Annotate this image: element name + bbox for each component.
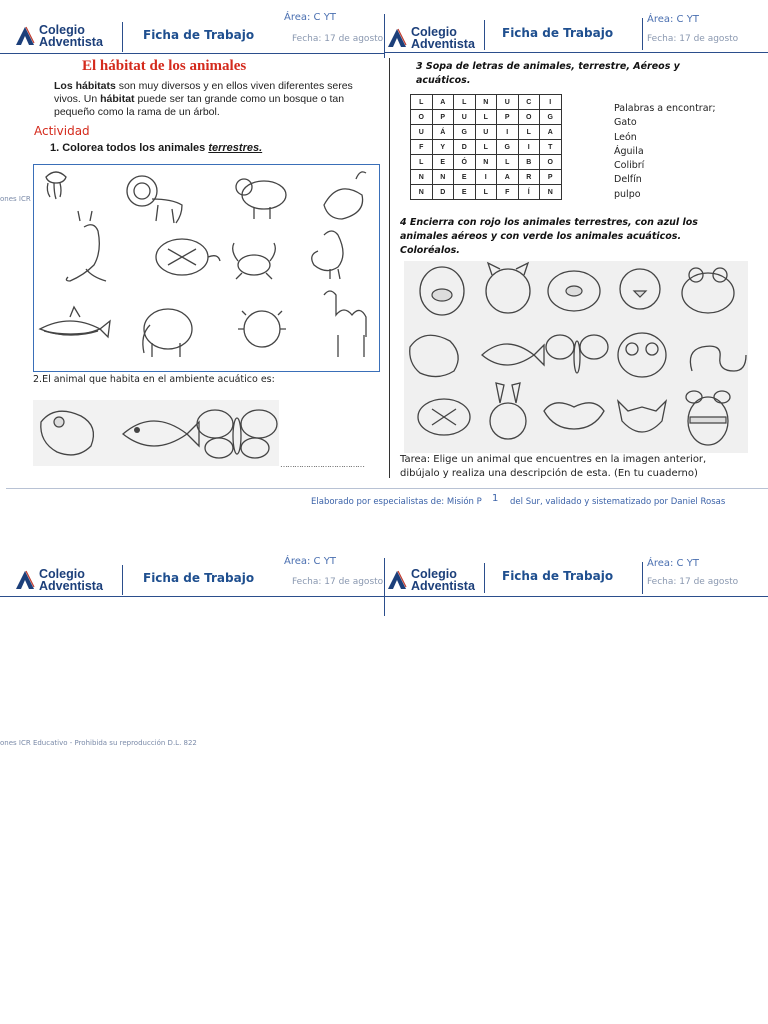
word-search-grid [410,94,562,200]
elephant-drawing [143,309,192,357]
word-search-cell: O [411,110,433,125]
word-search-cell: L [497,155,519,170]
logo-a-icon [386,27,408,49]
kangaroo-drawing [66,211,106,281]
word-item: pulpo [614,188,641,200]
word-search-cell: G [497,140,519,155]
page-column-divider [389,58,390,478]
word-item: Delfín [614,174,642,186]
header-divider [122,565,123,595]
word-list [614,102,716,202]
fecha-label: Fecha: 17 de agosto [647,577,739,587]
word-search-cell: B [518,155,540,170]
word-search-row [411,125,562,140]
word-search-cell: P [540,170,562,185]
school-logo: Colegio Adventista [386,568,475,592]
word-search-cell: T [540,140,562,155]
fecha-label: Fecha: 17 de agosto [647,34,739,44]
camel-drawing [324,291,366,357]
word-search-cell: N [540,185,562,200]
word-search-cell: L [411,95,433,110]
question-4: 4 Encierra con rojo los animales terrestres, con azul los animales aéreos y con verde los animales acuáticos. Coloréalos. [400,217,698,256]
header-center-divider [384,558,385,616]
word-search-cell: D [454,140,476,155]
word-search-cell: E [454,170,476,185]
footer-rule [6,488,768,489]
word-search-cell: L [454,95,476,110]
word-search-cell: N [411,185,433,200]
word-search-cell: L [475,110,497,125]
word-search-cell: U [497,95,519,110]
jellyfish-drawing [46,172,66,199]
header-divider [642,562,643,594]
word-search-cell: G [454,125,476,140]
area-label: Área: C YT [647,14,699,25]
cut-margin-text: ones ICR Educativo - Prohibida su reproducción D.L. 822 [0,739,197,747]
animals-classify-image [404,261,748,453]
header-divider [484,563,485,593]
logo-a-icon [386,569,408,591]
word-search-cell: A [497,170,519,185]
header-divider [122,22,123,52]
word-search-cell: Y [432,140,454,155]
school-logo: Colegio Adventista [386,26,475,50]
answer-blank: ……………………………… [280,460,364,469]
fecha-label: Fecha: 17 de agosto [292,577,384,587]
pufferfish-drawing [238,311,286,347]
word-search-cell: A [432,95,454,110]
word-search-cell: U [454,110,476,125]
word-search-cell: Í [518,185,540,200]
word-search-cell: I [518,140,540,155]
question-3: 3 Sopa de letras de animales, terrestre, Aéreos y acuáticos. [416,61,680,86]
page-title: El hábitat de los animales [82,58,247,74]
header-rule [384,52,768,53]
rooster-drawing [312,231,343,279]
question-1: 1. Colorea todos los animales terrestres. [50,142,263,154]
word-search-row [411,95,562,110]
ficha-title: Ficha de Trabajo [143,28,255,42]
area-label: Área: C YT [284,556,336,567]
word-search-cell: E [454,185,476,200]
word-search-cell: R [518,170,540,185]
word-search-cell: F [497,185,519,200]
ficha-title: Ficha de Trabajo [143,571,255,585]
whale-drawing [324,172,366,219]
word-search-cell: L [411,155,433,170]
area-label: Área: C YT [284,12,336,23]
word-search-cell: I [497,125,519,140]
word-search-cell: N [475,155,497,170]
turtle-drawing [156,239,220,275]
word-search-cell: U [411,125,433,140]
word-search-cell: A [540,125,562,140]
word-search-cell: P [432,110,454,125]
homework-text: Tarea: Elige un animal que encuentres en la imagen anterior, dibújalo y realiza una descripción de esta. (En tu cuaderno) [400,454,707,479]
word-search-cell: I [540,95,562,110]
intro-paragraph: Los hábitats son muy diversos y en ellos viven diferentes seres vivos. Un hábitat puede ser tan grande como un bosque o tan pequeño como la rama de un árbol. [54,80,353,118]
page-number: 1 [492,493,499,504]
word-search-cell: P [497,110,519,125]
word-search-cell: Ó [454,155,476,170]
word-search-cell: C [518,95,540,110]
word-search-cell: O [540,155,562,170]
word-search-cell: L [475,185,497,200]
word-search-cell: Á [432,125,454,140]
question-2: 2.El animal que habita en el ambiente acuático es: [33,374,275,385]
word-search-row [411,110,562,125]
area-label: Área: C YT [647,558,699,569]
word-item: Colibrí [614,160,645,172]
logo-a-icon [14,25,36,47]
word-search-cell: N [475,95,497,110]
word-search-cell: O [518,110,540,125]
sheep-drawing [236,179,286,219]
word-search-cell: G [540,110,562,125]
word-search-cell: D [432,185,454,200]
header-rule [0,53,384,54]
crab-drawing [233,243,276,279]
logo-a-icon [14,569,36,591]
word-search-cell: N [432,170,454,185]
word-search-cell: L [518,125,540,140]
animals-coloring-image [33,164,380,372]
word-item: Gato [614,117,637,129]
word-list-title: Palabras a encontrar; [614,103,716,114]
word-search-cell: I [475,170,497,185]
footer-credit-left: Elaborado por especialistas de: Misión P [311,497,482,507]
word-search-row [411,170,562,185]
word-search-cell: L [475,140,497,155]
footer-credit-right: del Sur, validado y sistematizado por Daniel Rosas [510,497,726,507]
word-search-row [411,155,562,170]
word-search-cell: F [411,140,433,155]
school-logo: Colegio Adventista [14,568,103,592]
fecha-label: Fecha: 17 de agosto [292,34,384,44]
word-search-row [411,140,562,155]
word-item: León [614,131,637,143]
shark-drawing [40,307,110,337]
header-divider [484,20,485,50]
word-item: Águila [614,145,644,157]
header-divider [642,18,643,50]
word-search-row [411,185,562,200]
header-rule [0,596,768,597]
word-search-cell: N [411,170,433,185]
aquatic-choice-image [33,400,279,466]
ficha-title: Ficha de Trabajo [502,26,614,40]
lion-drawing [127,176,182,223]
actividad-heading: Actividad [34,124,90,138]
word-search-cell: E [432,155,454,170]
ficha-title: Ficha de Trabajo [502,569,614,583]
word-search-cell: U [475,125,497,140]
school-logo: Colegio Adventista [14,24,103,48]
cut-margin-text: ones ICR [0,195,31,203]
